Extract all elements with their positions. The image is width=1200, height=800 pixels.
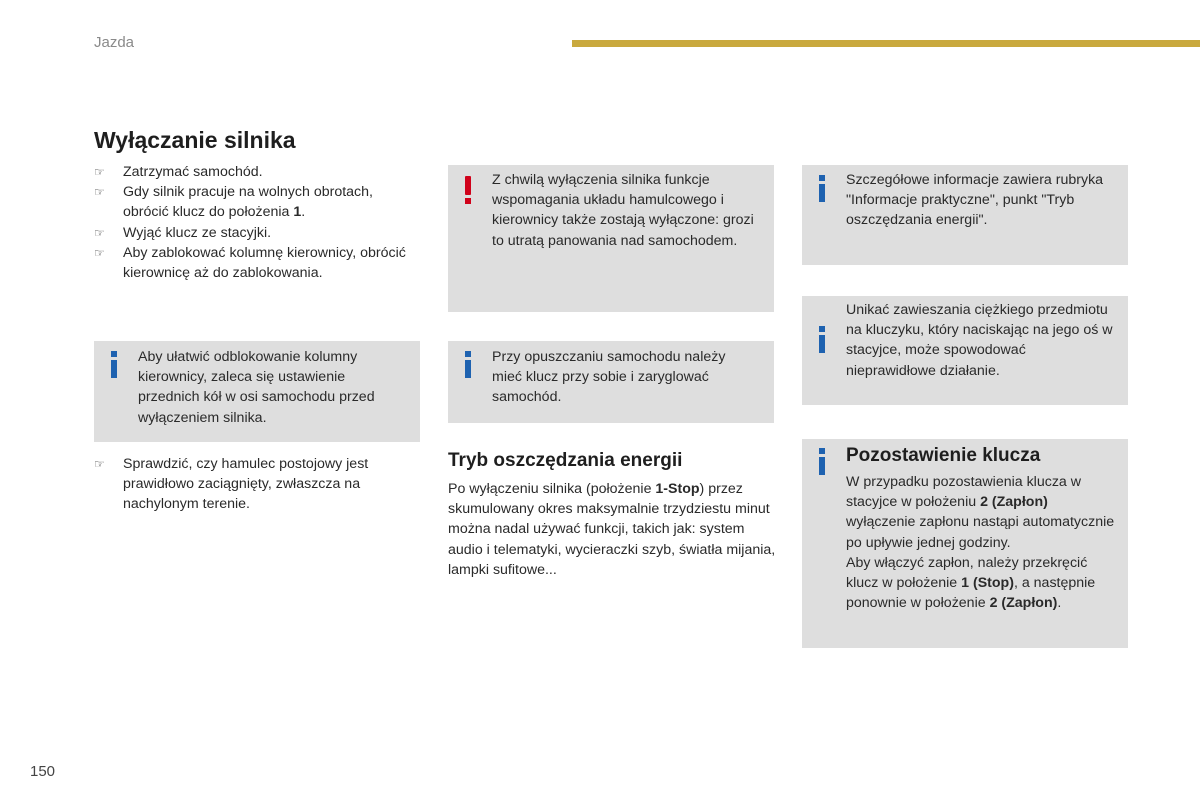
pointing-hand-icon: ☞ — [94, 185, 105, 200]
step-key-position: 1 — [293, 204, 302, 221]
key-left-text-4: , a następnie ponownie w położenie — [846, 575, 1096, 612]
info-box-key-left — [802, 439, 1128, 648]
key-left-text-3: Aby włączyć zapłon, należy przekręcić klucz w położenie — [846, 554, 1088, 592]
energy-text: Po wyłączeniu silnika (położenie — [448, 481, 656, 497]
info-icon — [818, 448, 826, 475]
step-text: Zatrzymać samochód. — [123, 164, 263, 180]
key-left-text-5: . — [1057, 595, 1062, 612]
info-icon — [818, 326, 826, 353]
energy-text-end: ) przez skumulowany okres maksymalnie trzydziestu minut można nadal używać funkcji, takich jak: system audio i telematyki, wycieraczki szyb, światła mijania, lampki sufitowe... — [448, 481, 776, 578]
info-box-details — [802, 165, 1128, 265]
step-text: Gdy silnik pracuje na wolnych obrotach, obrócić klucz do położenia — [123, 184, 373, 221]
info-box-keychain — [802, 296, 1128, 405]
pointing-hand-icon: ☞ — [94, 165, 105, 179]
key-position-ignition-2: 2 (Zapłon) — [989, 595, 1058, 612]
steps-list — [94, 162, 414, 283]
list-item — [94, 243, 414, 283]
list-item — [94, 162, 414, 182]
info-icon — [464, 351, 472, 378]
key-position-ignition: 2 (Zapłon) — [980, 494, 1048, 511]
pointing-hand-icon: ☞ — [94, 245, 105, 260]
info-text: Aby ułatwić odblokowanie kolumny kierownicy, zaleca się ustawienie przednich kół w osi samochodu przed wyłączeniem silnika. — [138, 349, 375, 426]
list-item — [94, 454, 414, 515]
info-text: Przy opuszczaniu samochodu należy mieć klucz przy sobie i zaryglować samochód. — [492, 349, 726, 406]
page-title: Wyłączanie silnika — [94, 127, 296, 153]
key-left-text-1: W przypadku pozostawienia klucza w stacyjce w położeniu — [846, 474, 1081, 511]
key-left-text-2: wyłączenie zapłonu nastąpi automatycznie po upływie jednej godziny. — [846, 514, 1115, 551]
step-text-end: . — [301, 204, 306, 221]
info-text: Unikać zawieszania ciężkiego przedmiotu na kluczyku, który naciskając na jego oś w stacyjce, może spowodować nieprawidłowe działanie. — [846, 302, 1113, 379]
key-left-text — [846, 472, 1120, 613]
list-item — [94, 182, 414, 222]
warning-text: Z chwilą wyłączenia silnika funkcje wspomagania układu hamulcowego i kierownicy także zostają wyłączone: grozi to utratą panowania nad samochodem. — [492, 172, 754, 249]
step-text: Wyjąć klucz ze stacyjki. — [123, 224, 272, 241]
info-box-unlock — [94, 341, 420, 442]
section-label: Jazda — [94, 34, 135, 51]
page-number: 150 — [30, 763, 56, 780]
step-text: Aby zablokować kolumnę kierownicy, obrócić kierownicę aż do zablokowania. — [123, 244, 406, 282]
info-text: Szczegółowe informacje zawiera rubryka "Informacje praktyczne", punkt "Tryb oszczędzania energii". — [846, 172, 1104, 229]
info-box-lock — [448, 341, 774, 423]
list-item — [94, 223, 414, 243]
steps-list-2 — [94, 454, 414, 515]
pointing-hand-icon: ☞ — [94, 225, 105, 240]
energy-heading: Tryb oszczędzania energii — [448, 450, 683, 471]
header-accent-bar — [572, 40, 1200, 47]
key-position-stop: 1 (Stop) — [961, 575, 1014, 592]
key-left-heading: Pozostawienie klucza — [846, 445, 1041, 466]
info-icon — [110, 351, 118, 378]
info-icon — [818, 175, 826, 202]
energy-key-position: 1-Stop — [655, 481, 700, 497]
step-text: Sprawdzić, czy hamulec postojowy jest prawidłowo zaciągnięty, zwłaszcza na nachylonym terenie. — [123, 456, 369, 513]
warning-exclamation-icon — [464, 176, 472, 204]
warning-box — [448, 165, 774, 312]
energy-paragraph — [448, 479, 778, 580]
pointing-hand-icon: ☞ — [94, 457, 105, 471]
